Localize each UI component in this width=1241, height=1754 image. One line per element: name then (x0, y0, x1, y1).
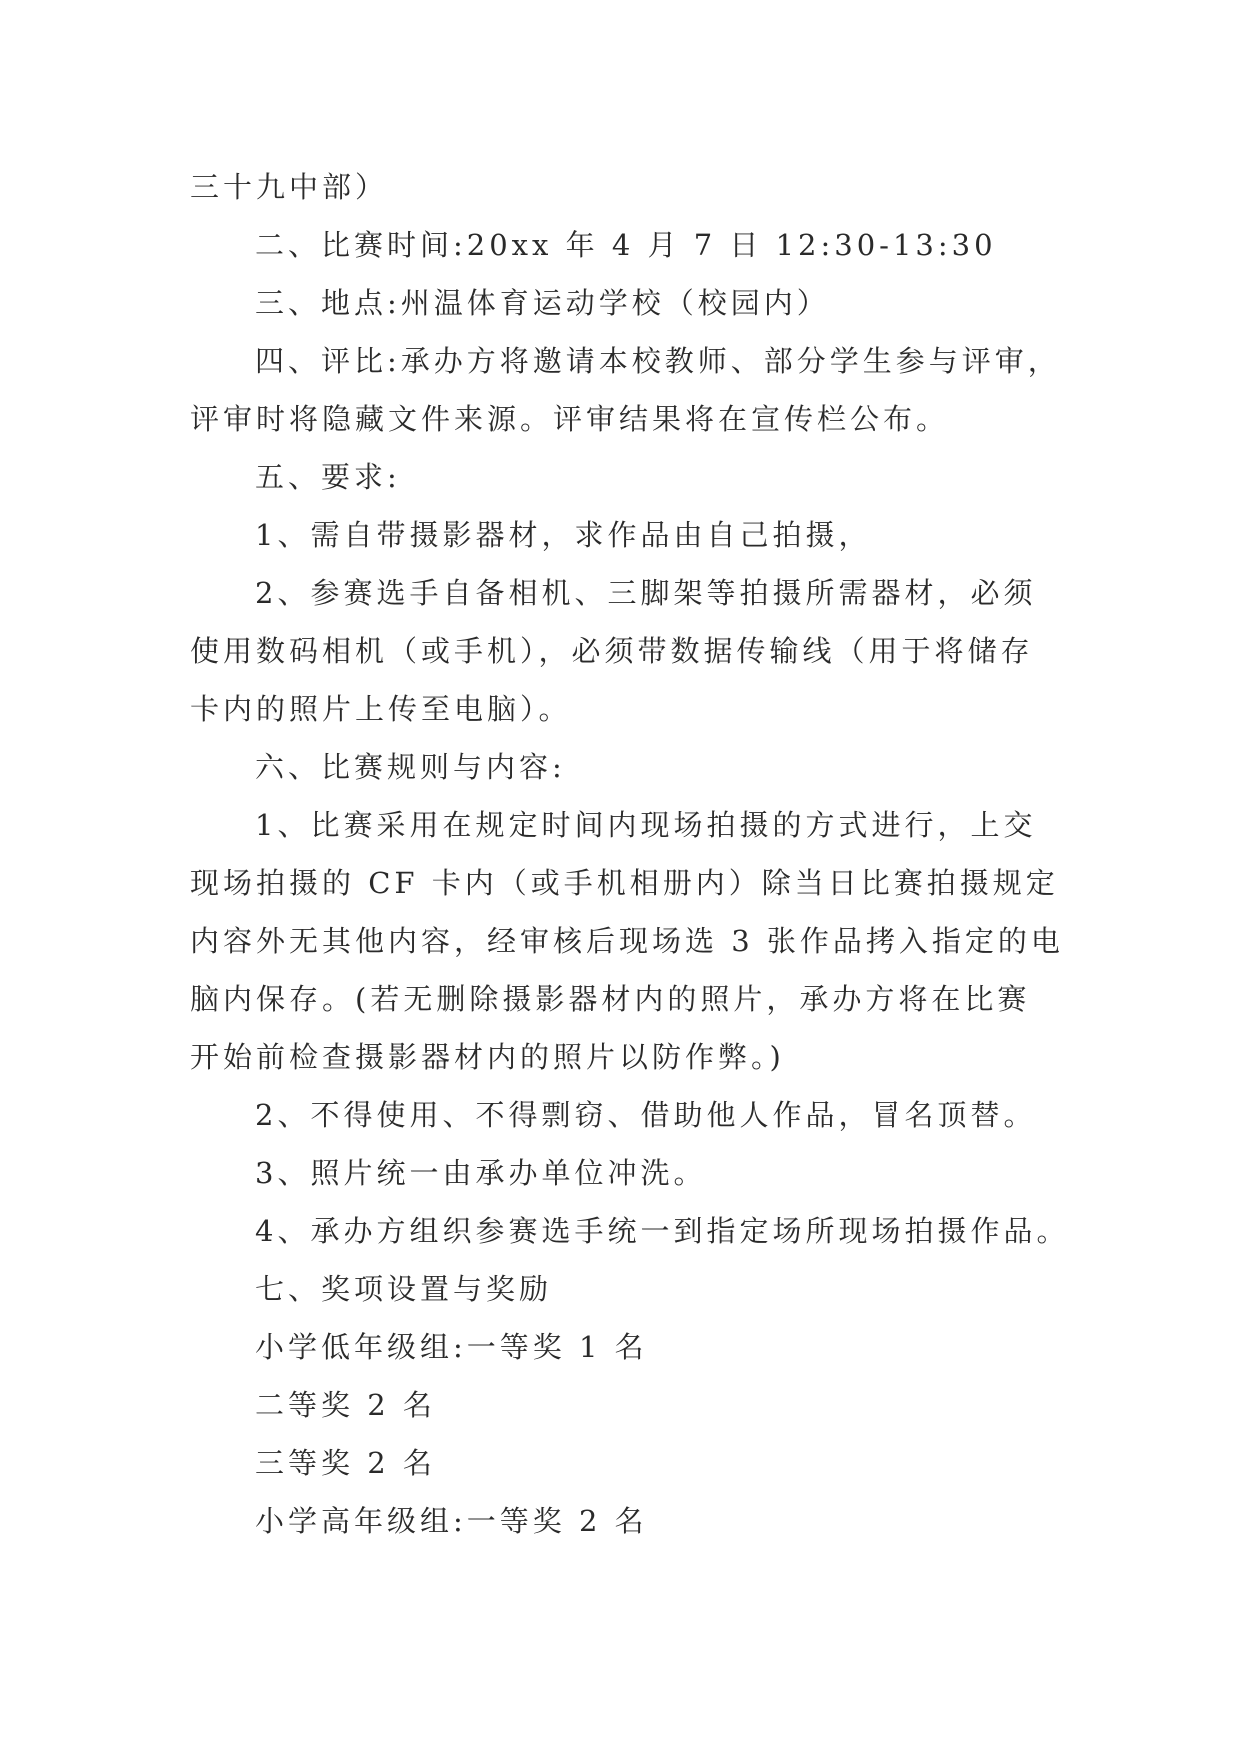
text-line: 1、需自带摄影器材，求作品由自己拍摄， (255, 518, 872, 552)
section-heading: 五、要求: (255, 460, 401, 494)
text-line: 三十九中部） (190, 170, 389, 204)
text-line: 内容外无其他内容，经审核后现场选 3 张作品拷入指定的电 (190, 924, 1064, 958)
text-line: 二等奖 2 名 (255, 1388, 436, 1422)
text-line: 3、照片统一由承办单位冲洗。 (255, 1156, 707, 1190)
document-body (190, 158, 1080, 1550)
text-line: 使用数码相机（或手机），必须带数据传输线（用于将储存 (190, 634, 1034, 668)
text-line: 2、不得使用、不得剽窃、借助他人作品，冒名顶替。 (255, 1098, 1037, 1132)
text-line: 2、参赛选手自备相机、三脚架等拍摄所需器材，必须 (255, 576, 1037, 610)
text-line: 现场拍摄的 CF 卡内（或手机相册内）除当日比赛拍摄规定 (190, 866, 1059, 900)
section-heading: 六、比赛规则与内容: (255, 750, 566, 784)
text-line: 卡内的照片上传至电脑）。 (190, 692, 572, 726)
text-line: 三等奖 2 名 (255, 1446, 436, 1480)
text-line: 三、地点:州温体育运动学校（校园内） (255, 286, 830, 320)
text-line: 开始前检查摄影器材内的照片以防作弊。) (190, 1040, 785, 1074)
text-line: 四、评比:承办方将邀请本校教师、部分学生参与评审， (255, 344, 1061, 378)
text-line: 二、比赛时间:20xx 年 4 月 7 日 12:30-13:30 (255, 228, 997, 262)
text-line: 1、比赛采用在规定时间内现场拍摄的方式进行，上交 (255, 808, 1037, 842)
section-heading: 七、奖项设置与奖励 (255, 1272, 553, 1306)
text-line: 评审时将隐藏文件来源。评审结果将在宣传栏公布。 (190, 402, 950, 436)
text-line: 4、承办方组织参赛选手统一到指定场所现场拍摄作品。 (255, 1214, 1070, 1248)
text-line: 小学高年级组:一等奖 2 名 (255, 1504, 648, 1538)
text-line: 小学低年级组:一等奖 1 名 (255, 1330, 648, 1364)
text-line: 脑内保存。(若无删除摄影器材内的照片，承办方将在比赛 (190, 982, 1031, 1016)
